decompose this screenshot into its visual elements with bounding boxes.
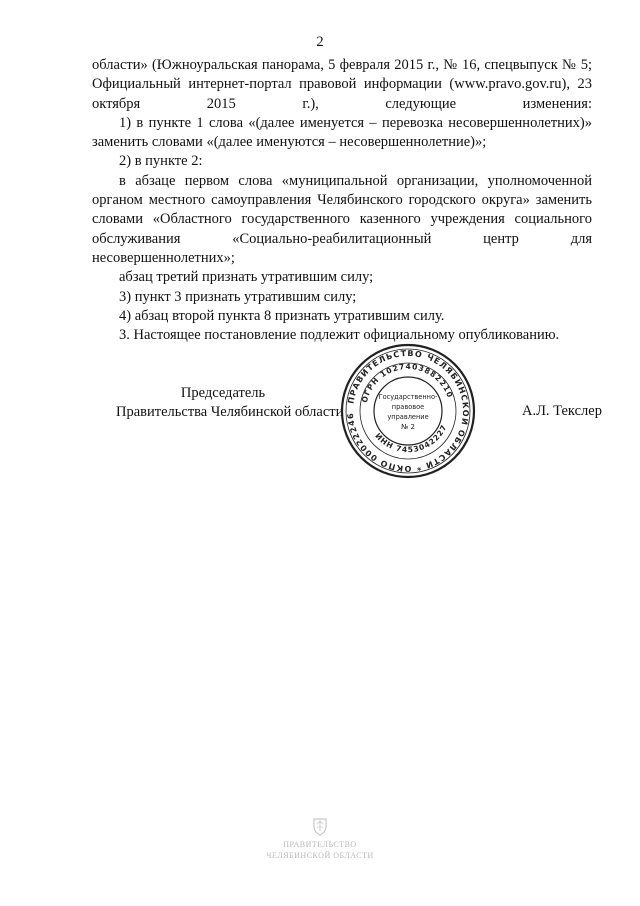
document-body — [92, 56, 592, 345]
paragraph-publication: 3. Настоящее постановление подлежит официальному опубликованию. — [119, 327, 560, 344]
signatory-position — [116, 384, 343, 423]
coat-of-arms-icon — [311, 816, 329, 836]
signatory-position-line2: Правительства Челябинской области — [116, 404, 344, 421]
signatory-position-line1: Председатель — [180, 385, 266, 401]
paragraph-item-3: 3) пункт 3 признать утратившим силу; — [119, 288, 357, 305]
seal-outer-text: ПРАВИТЕЛЬСТВО ЧЕЛЯБИНСКОЙ ОБЛАСТИ * ОКПО 00022246 — [345, 348, 471, 474]
seal-inn-text: ИНН 7453042227 — [373, 422, 449, 455]
seal-center-line2: правовое — [391, 403, 425, 411]
official-seal — [340, 343, 476, 479]
paragraph-item-4: 4) абзац второй пункта 8 признать утратившим силу. — [119, 307, 445, 324]
seal-center-line1: Государственно- — [378, 393, 438, 401]
watermark-line2: ЧЕЛЯБИНСКОЙ ОБЛАСТИ — [266, 851, 374, 860]
seal-ogrn-text: ОГРН 1027403882210 — [359, 361, 455, 404]
seal-center-line4: № 2 — [401, 423, 415, 431]
paragraph-intro: области» (Южноуральская панорама, 5 февраля 2015 г., № 16, спецвыпуск № 5; Официальный интернет-портал правовой информации (www.pravo.gov.ru), 23 октября 2015 г.), следующие изменения: — [92, 57, 592, 112]
paragraph-item-2: 2) в пункте 2: — [119, 153, 203, 170]
seal-center-line3: управление — [387, 413, 429, 421]
page-number: 2 — [316, 34, 324, 50]
watermark-line1: ПРАВИТЕЛЬСТВО — [283, 840, 357, 849]
signatory-name: А.Л. Текслер — [522, 403, 602, 419]
paragraph-item-2-abzac-3: абзац третий признать утратившим силу; — [119, 269, 374, 286]
government-watermark — [250, 816, 390, 861]
paragraph-item-2-abzac-1: в абзаце первом слова «муниципальной организации, уполномоченной органом местного самоуправления Челябинского городского округа» заменить словами «Областного государственного казенного учреждения социального обслуживания «Социально-реабилитационный центр для несовершеннолетних»; — [92, 172, 592, 266]
paragraph-item-1: 1) в пункте 1 слова «(далее именуется – перевозка несовершеннолетних)» заменить словами «(далее именуются – несовершеннолетние)»; — [92, 114, 592, 151]
